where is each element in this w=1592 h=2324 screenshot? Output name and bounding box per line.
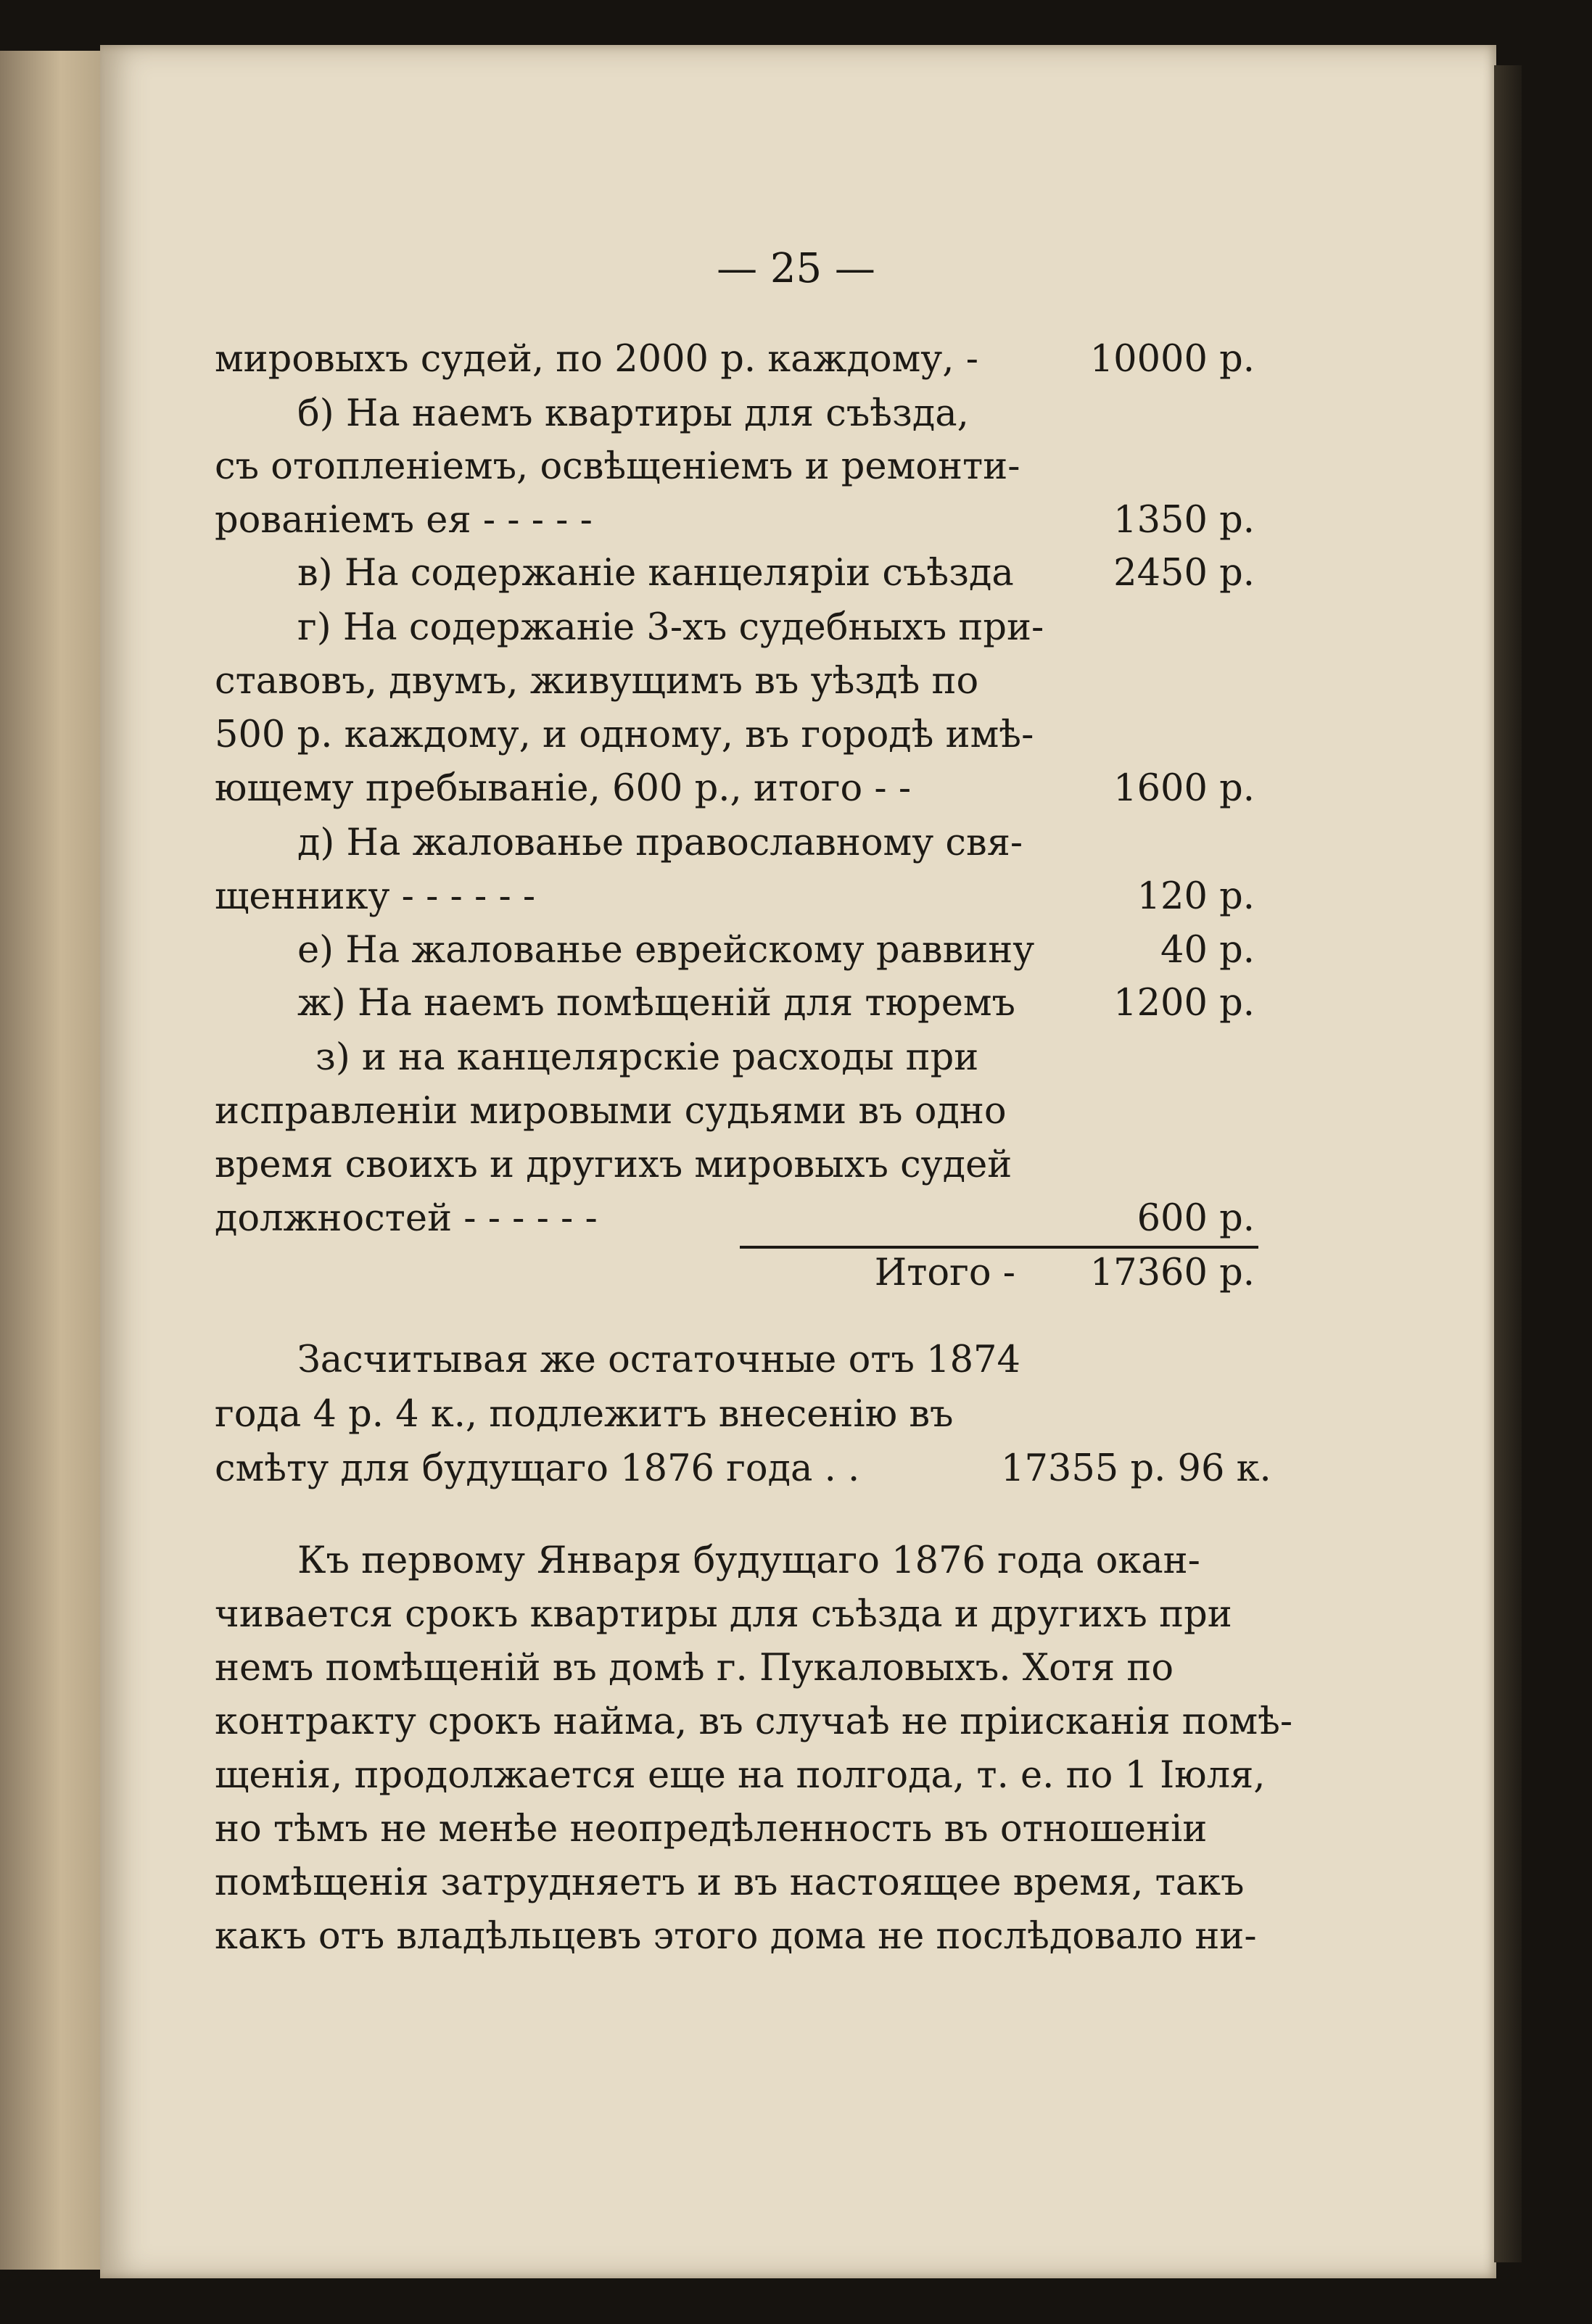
expense-line: ставовъ, двумъ, живущимъ въ уѣздѣ по	[215, 660, 979, 703]
expense-line: е) На жалованье еврейскому раввину	[297, 929, 1035, 972]
expense-line: щеннику - - - - - -	[215, 875, 536, 918]
paragraph-line: контракту срокъ найма, въ случаѣ не пріисканія помѣ-	[215, 1700, 1293, 1743]
paragraph-line: но тѣмъ не менѣе неопредѣленность въ отношеніи	[215, 1808, 1208, 1850]
expense-line: б) На наемъ квартиры для съѣзда,	[297, 392, 969, 435]
paragraph-line: чивается срокъ квартиры для съѣзда и другихъ при	[215, 1593, 1232, 1636]
expense-line: рованіемъ ея - - - - -	[215, 499, 593, 542]
paragraph-line: немъ помѣщеній въ домѣ г. Пукаловыхъ. Хотя по	[215, 1647, 1174, 1690]
expense-amount: 1600 р.	[1113, 767, 1255, 810]
expense-amount: 10000 р.	[1089, 338, 1255, 381]
paragraph-line: Къ первому Января будущаго 1876 года окан-	[297, 1539, 1200, 1582]
expense-amount: 1200 р.	[1113, 982, 1255, 1025]
remainder-line: смѣту для будущаго 1876 года . .	[215, 1447, 860, 1490]
page-number: — 25 —	[717, 245, 875, 292]
remainder-amount: 17355 р. 96 к.	[1001, 1447, 1271, 1490]
expense-line: в) На содержаніе канцеляріи съѣзда	[297, 552, 1014, 595]
total-rule	[740, 1246, 1258, 1249]
expense-line: должностей - - - - - -	[215, 1197, 598, 1240]
remainder-line: Засчитывая же остаточные отъ 1874	[297, 1339, 1020, 1381]
facing-page-edge	[0, 51, 102, 2270]
expense-line: ж) На наемъ помѣщеній для тюремъ	[297, 982, 1015, 1025]
expense-line: исправленіи мировыми судьями въ одно	[215, 1090, 1007, 1133]
expense-amount: 2450 р.	[1113, 552, 1255, 595]
expense-amount: 1350 р.	[1113, 499, 1255, 542]
expense-amount: 40 р.	[1160, 929, 1255, 972]
remainder-line: года 4 р. 4 к., подлежитъ внесенію въ	[215, 1393, 954, 1436]
paragraph-line: какъ отъ владѣльцевъ этого дома не послѣдовало ни-	[215, 1915, 1257, 1958]
total-label: Итого -	[874, 1252, 1015, 1294]
expense-amount: 120 р.	[1137, 875, 1255, 918]
expense-line: д) На жалованье православному свя-	[297, 822, 1023, 864]
expense-line: мировыхъ судей, по 2000 р. каждому, -	[215, 338, 978, 381]
paragraph-line: щенія, продолжается еще на полгода, т. е. по 1 Іюля,	[215, 1754, 1266, 1797]
page-block-edge	[1494, 65, 1522, 2262]
paragraph-line: помѣщенія затрудняетъ и въ настоящее время, такъ	[215, 1861, 1245, 1904]
expense-line: з) и на канцелярскіе расходы при	[315, 1036, 979, 1079]
expense-amount: 600 р.	[1137, 1197, 1255, 1240]
expense-line: ющему пребываніе, 600 р., итого - -	[215, 767, 912, 810]
expense-line: съ отопленіемъ, освѣщеніемъ и ремонти-	[215, 445, 1020, 488]
total-amount: 17360 р.	[1089, 1252, 1255, 1294]
expense-line: 500 р. каждому, и одному, въ городѣ имѣ-	[215, 714, 1034, 756]
expense-line: г) На содержаніе 3-хъ судебныхъ при-	[297, 606, 1044, 649]
expense-line: время своихъ и другихъ мировыхъ судей	[215, 1144, 1012, 1186]
